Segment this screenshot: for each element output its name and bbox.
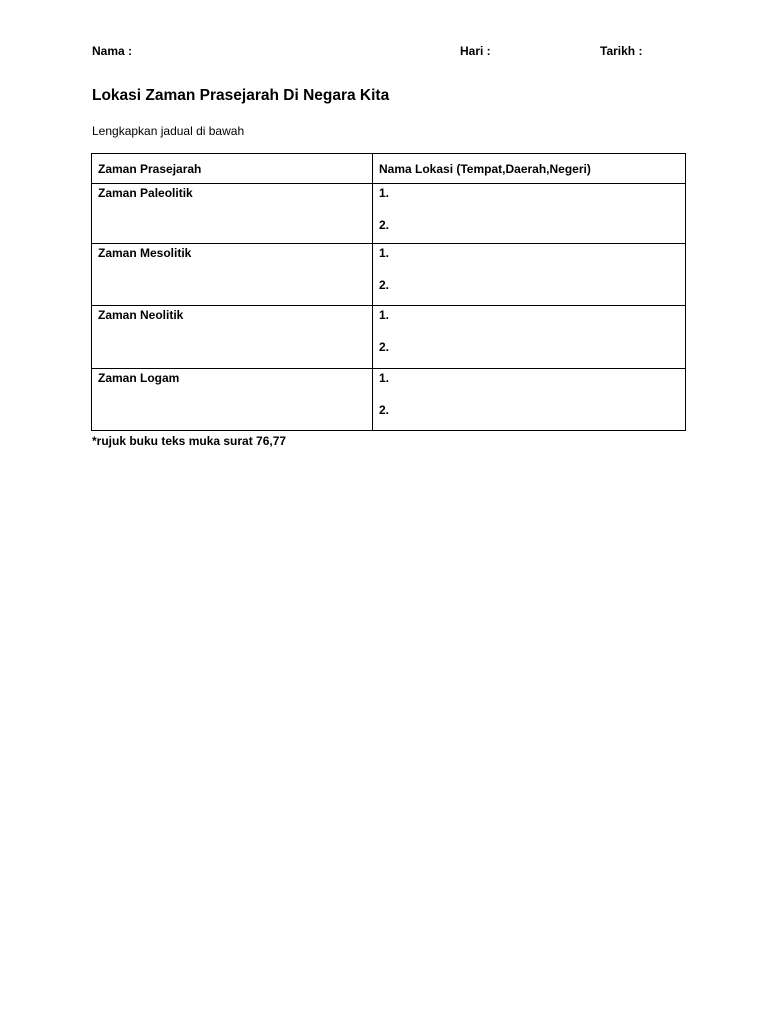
era-label: Zaman Mesolitik — [98, 246, 192, 260]
era-cell — [92, 306, 373, 369]
tarikh-label: Tarikh : — [600, 44, 643, 58]
column-header-location: Nama Lokasi (Tempat,Daerah,Negeri) — [373, 154, 686, 184]
location-cell[interactable] — [373, 184, 686, 244]
location-slot-1: 1. — [379, 371, 390, 385]
location-slot-2: 2. — [379, 278, 390, 292]
table-row — [92, 306, 686, 369]
hari-label: Hari : — [460, 44, 491, 58]
era-label: Zaman Paleolitik — [98, 186, 193, 200]
era-label: Zaman Logam — [98, 371, 180, 385]
table-row — [92, 184, 686, 244]
footnote: *rujuk buku teks muka surat 76,77 — [92, 434, 287, 448]
location-slot-1: 1. — [379, 308, 390, 322]
location-slot-1: 1. — [379, 246, 390, 260]
era-label: Zaman Neolitik — [98, 308, 184, 322]
nama-label: Nama : — [92, 44, 133, 58]
location-slot-2: 2. — [379, 340, 390, 354]
page-title: Lokasi Zaman Prasejarah Di Negara Kita — [92, 87, 390, 104]
column-header-era: Zaman Prasejarah — [92, 154, 373, 184]
table-row — [92, 369, 686, 431]
era-cell — [92, 369, 373, 431]
table-header-row — [92, 154, 686, 184]
era-cell — [92, 244, 373, 306]
location-cell[interactable] — [373, 244, 686, 306]
table-row — [92, 244, 686, 306]
era-cell — [92, 184, 373, 244]
location-slot-2: 2. — [379, 218, 390, 232]
worksheet-table — [91, 153, 686, 431]
location-slot-2: 2. — [379, 403, 390, 417]
instruction-text: Lengkapkan jadual di bawah — [92, 124, 245, 138]
location-cell[interactable] — [373, 369, 686, 431]
location-cell[interactable] — [373, 306, 686, 369]
location-slot-1: 1. — [379, 186, 390, 200]
